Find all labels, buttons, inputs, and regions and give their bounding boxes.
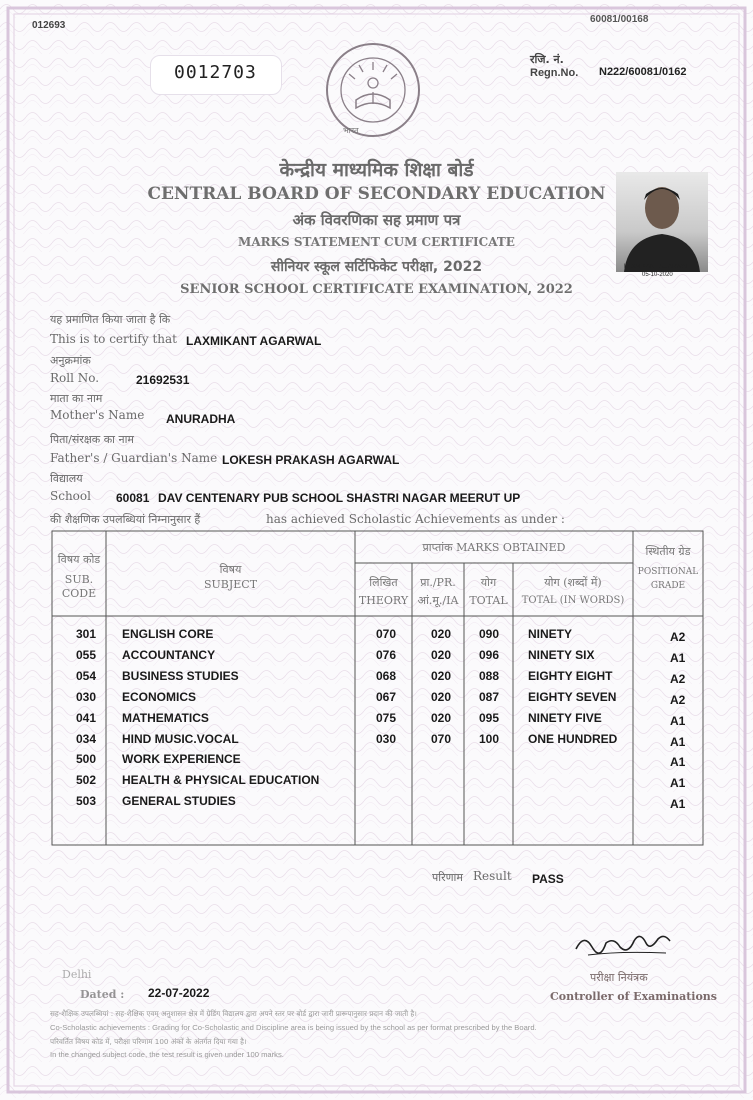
row-grade: A1	[670, 735, 686, 749]
result-label-hindi: परिणाम	[432, 871, 463, 884]
header-theory-hindi: लिखित	[369, 576, 398, 589]
header-marks-hindi: प्राप्तांक	[422, 541, 453, 554]
top-right-serial: 60081/00168	[590, 14, 649, 25]
row-code: 055	[76, 648, 97, 662]
header-grade-2: GRADE	[650, 581, 686, 591]
achieve-label: has achieved Scholastic Achievements as under :	[266, 512, 565, 526]
row-grade: A1	[670, 714, 686, 728]
header-marks	[355, 541, 633, 555]
issue-date: 22-07-2022	[148, 986, 210, 1000]
cert-title: MARKS STATEMENT CUM CERTIFICATE	[238, 235, 515, 249]
row-subject: HIND MUSIC.VOCAL	[122, 732, 239, 746]
exam-title-hindi: सीनियर स्कूल सर्टिफिकेट परीक्षा, 2022	[270, 259, 483, 275]
row-total: 095	[479, 711, 500, 725]
row-practical: 070	[431, 732, 452, 746]
row-grade: A1	[670, 651, 686, 665]
result-label: Result	[473, 869, 512, 883]
row-total-words: ONE HUNDRED	[528, 732, 618, 746]
header-grade-hindi: स्थितीय ग्रेड	[645, 545, 691, 558]
row-total-words: NINETY FIVE	[528, 711, 602, 725]
controller-label: Controller of Examinations	[550, 990, 717, 1003]
certify-label-hindi: यह प्रमाणित किया जाता है कि	[50, 313, 171, 326]
row-subject: ENGLISH CORE	[122, 627, 214, 641]
header-marks-english: MARKS OBTAINED	[456, 541, 566, 554]
school-code: 60081	[116, 491, 150, 505]
header-code-2: CODE	[61, 587, 97, 600]
achieve-label-hindi: की शैक्षणिक उपलब्धियां निम्नानुसार हैं	[50, 513, 201, 526]
board-title: CENTRAL BOARD OF SECONDARY EDUCATION	[147, 184, 606, 204]
note-hindi-2: परिवर्तित विषय कोड में, परीक्षा परिणाम 100 अंकों के अंतर्गत दिया गया है।	[50, 1037, 247, 1046]
note-english-1: Co-Scholastic achievements : Grading for Co-Scholastic and Discipline area is being issued by the school as per format prescribed by the Board.	[50, 1023, 537, 1032]
serial-number: 0012703	[174, 62, 257, 83]
regn-label-hindi: रजि. नं.	[530, 53, 564, 66]
row-theory: 067	[376, 690, 397, 704]
row-subject: HEALTH & PHYSICAL EDUCATION	[122, 773, 320, 787]
header-code-1: SUB.	[64, 573, 94, 586]
photo-caption-name: LAXMIKANT AGARWAL	[624, 264, 689, 270]
row-subject: BUSINESS STUDIES	[122, 669, 239, 683]
row-total: 087	[479, 690, 500, 704]
controller-label-hindi: परीक्षा नियंत्रक	[590, 971, 648, 984]
header-words-hindi: योग (शब्दों में)	[544, 576, 602, 589]
board-title-hindi: केन्द्रीय माध्यमिक शिक्षा बोर्ड	[279, 159, 474, 181]
row-practical: 020	[431, 648, 452, 662]
certify-label: This is to certify that	[50, 332, 177, 346]
school-label: School	[50, 489, 91, 503]
regn-number: N222/60081/0162	[599, 66, 687, 78]
row-grade: A2	[670, 630, 686, 644]
row-total: 096	[479, 648, 500, 662]
row-total: 090	[479, 627, 500, 641]
father-name: LOKESH PRAKASH AGARWAL	[222, 453, 400, 467]
row-total-words: NINETY SIX	[528, 648, 595, 662]
row-theory: 068	[376, 669, 397, 683]
cert-title-hindi: अंक विवरणिका सह प्रमाण पत्र	[292, 211, 461, 229]
row-code: 034	[76, 732, 97, 746]
mother-label: Mother's Name	[50, 408, 145, 422]
row-total-words: EIGHTY EIGHT	[528, 669, 613, 683]
place-label: Delhi	[62, 968, 92, 981]
note-english-2: In the changed subject code, the test result is given under 100 marks.	[50, 1050, 284, 1059]
row-total: 088	[479, 669, 500, 683]
row-practical: 020	[431, 669, 452, 683]
row-theory: 030	[376, 732, 397, 746]
row-theory: 070	[376, 627, 397, 641]
note-hindi-1: सह-शैक्षिक उपलब्धियां : सह-शैक्षिक एवम् अनुशासन क्षेत्र में ग्रेडिंग विद्यालय द्वारा अपने स्तर पर बोर्ड द्वारा जारी प्रारूपानुसार प्रदान की जाती है।	[50, 1009, 417, 1018]
candidate-name: LAXMIKANT AGARWAL	[186, 334, 322, 348]
row-subject: MATHEMATICS	[122, 711, 209, 725]
row-code: 301	[76, 627, 97, 641]
row-total-words: EIGHTY SEVEN	[528, 690, 617, 704]
row-grade: A1	[670, 797, 686, 811]
row-code: 030	[76, 690, 97, 704]
top-left-serial: 012693	[32, 20, 66, 31]
photo-caption-date: 05-10-2020	[642, 272, 673, 278]
row-code: 502	[76, 773, 97, 787]
controller-signature	[570, 925, 680, 963]
header-subject: SUBJECT	[203, 578, 258, 591]
header-practical-1: प्रा./PR.	[420, 576, 456, 589]
row-grade: A1	[670, 755, 686, 769]
header-total-hindi: योग	[480, 576, 497, 589]
row-subject: WORK EXPERIENCE	[122, 752, 241, 766]
roll-number: 21692531	[136, 373, 190, 387]
row-practical: 020	[431, 627, 452, 641]
dated-label: Dated :	[80, 988, 125, 1001]
father-label: Father's / Guardian's Name	[50, 451, 218, 465]
row-grade: A1	[670, 776, 686, 790]
mother-label-hindi: माता का नाम	[50, 392, 103, 405]
row-theory: 075	[376, 711, 397, 725]
row-theory: 076	[376, 648, 397, 662]
row-code: 041	[76, 711, 97, 725]
row-practical: 020	[431, 711, 452, 725]
row-grade: A2	[670, 672, 686, 686]
header-theory: THEORY	[358, 594, 409, 607]
header-subject-hindi: विषय	[219, 563, 242, 576]
exam-title: SENIOR SCHOOL CERTIFICATE EXAMINATION, 2022	[180, 282, 573, 297]
header-code-hindi: विषय कोड	[57, 553, 101, 566]
father-label-hindi: पिता/संरक्षक का नाम	[50, 433, 135, 446]
regn-label: Regn.No.	[530, 67, 579, 79]
header-total: TOTAL	[469, 594, 508, 607]
roll-label-hindi: अनुक्रमांक	[50, 354, 91, 367]
row-practical: 020	[431, 690, 452, 704]
roll-label: Roll No.	[50, 371, 100, 385]
school-label-hindi: विद्यालय	[50, 472, 83, 485]
header-grade-1: POSITIONAL	[637, 567, 699, 577]
row-code: 054	[76, 669, 97, 683]
emblem-sub-text: भारत	[343, 126, 359, 135]
row-subject: ACCOUNTANCY	[122, 648, 216, 662]
header-practical-2: आं.मू./IA	[417, 594, 459, 607]
row-subject: ECONOMICS	[122, 690, 197, 704]
row-total-words: NINETY	[528, 627, 573, 641]
row-subject: GENERAL STUDIES	[122, 794, 236, 808]
row-code: 503	[76, 794, 97, 808]
header-words: TOTAL (IN WORDS)	[521, 595, 625, 606]
school-name: DAV CENTENARY PUB SCHOOL SHASTRI NAGAR MEERUT UP	[158, 491, 521, 505]
row-code: 500	[76, 752, 97, 766]
mother-name: ANURADHA	[166, 412, 236, 426]
row-total: 100	[479, 732, 500, 746]
result-value: PASS	[532, 872, 564, 886]
row-grade: A2	[670, 693, 686, 707]
